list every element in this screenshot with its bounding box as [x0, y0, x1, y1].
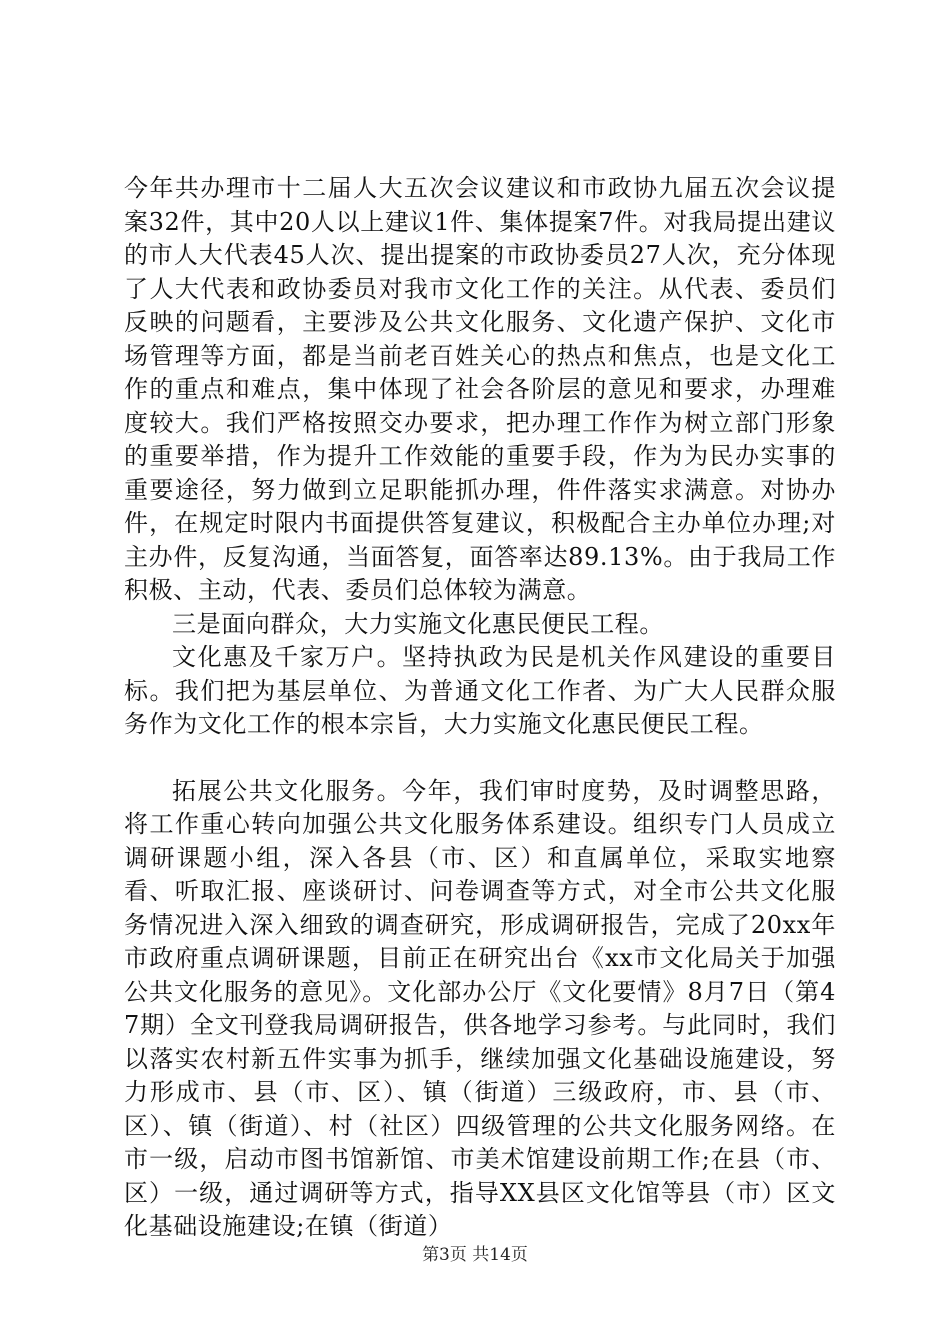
paragraph-public-services: 拓展公共文化服务。今年，我们审时度势，及时调整思路，将工作重心转向加强公共文化服务体系建设。组织专门人员成立调研课题小组，深入各县（市、区）和直属单位，采取实地察看、听取汇报、座谈研讨、问卷调查等方式，对全市公共文化服务情况进入深入细致的调查研究，形成调研报告，完成了20xx年市政府重点调研课题，目前正在研究出台《xx市文化局关于加强公共文化服务的意见》。文化部办公厅《文化要情》8月7日（第47期）全文刊登我局调研报告，供各地学习参考。与此同时，我们以落实农村新五件实事为抓手，继续加强文化基础设施建设，努力形成市、县（市、区）、镇（街道）三级政府，市、县（市、区）、镇（街道）、村（社区）四级管理的公共文化服务网络。在市一级，启动市图书馆新馆、市美术馆建设前期工作;在县（市、区）一级，通过调研等方式，指导XX县区文化馆等县（市）区文化基础设施建设;在镇（街道）: [124, 776, 836, 1240]
section-heading-three: 三是面向群众，大力实施文化惠民便民工程。: [172, 609, 664, 638]
paragraph-spacer: [124, 742, 836, 775]
paragraph-culture-benefits: 文化惠及千家万户。坚持执政为民是机关作风建设的重要目标。我们把为基层单位、为普通文化工作者、为广大人民群众服务作为文化工作的根本宗旨，大力实施文化惠民便民工程。: [124, 643, 836, 738]
paragraph-proposals: 今年共办理市十二届人大五次会议建议和市政协九届五次会议提案32件，其中20人以上建议1件、集体提案7件。对我局提出建议的市人大代表45人次、提出提案的市政协委员27人次，充分体现了人大代表和政协委员对我市文化工作的关注。从代表、委员们反映的问题看，主要涉及公共文化服务、文化遗产保护、文化市场管理等方面，都是当前老百姓关心的热点和焦点，也是文化工作的重点和难点，集中体现了社会各阶层的意见和要求，办理难度较大。我们严格按照交办要求，把办理工作作为树立部门形象的重要举措，作为提升工作效能的重要手段，作为为民办实事的重要途径，努力做到立足职能抓办理，件件落实求满意。对协办件，在规定时限内书面提供答复建议，积极配合主办单位办理;对主办件，反复沟通，当面答复，面答率达89.13%。由于我局工作积极、主动，代表、委员们总体较为满意。: [124, 174, 836, 604]
document-body: [124, 172, 836, 1244]
page-number-footer: 第3页 共14页: [422, 1245, 528, 1265]
